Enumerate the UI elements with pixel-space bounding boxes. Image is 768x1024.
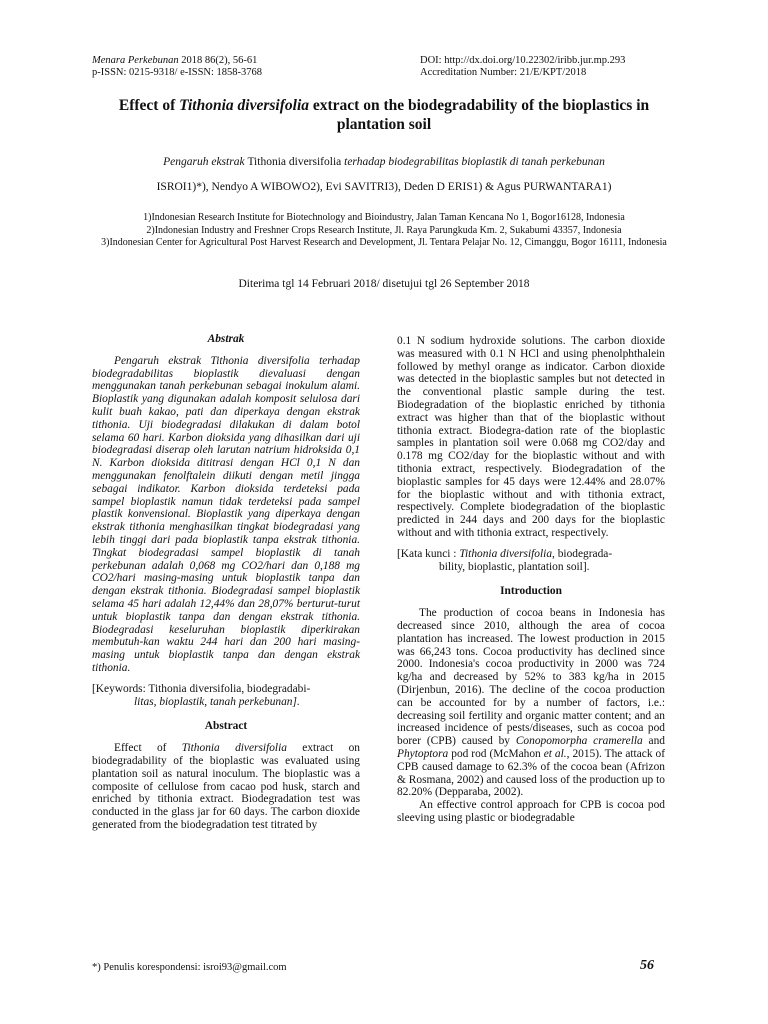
introduction-heading: Introduction [500, 585, 562, 598]
issn: p-ISSN: 0215-9318/ e-ISSN: 1858-3768 [92, 67, 263, 78]
left-column [92, 333, 360, 832]
page-number: 56 [640, 958, 654, 973]
kata-kunci-line1: , biodegrada- [552, 547, 613, 560]
affiliation-2: 2)Indonesian Industry and Freshner Crops Research Institute, Jl. Raya Parungkuda Km. 2, Sukabumi 43357, Indonesia [146, 224, 622, 236]
affiliation-1: 1)Indonesian Research Institute for Biotechnology and Bioindustry, Jalan Taman Kencana No 1, Bogor16128, Indonesia [143, 212, 625, 223]
intro-species-2: Phytoptora [397, 747, 449, 760]
intro-p1c: , 2015). The attack of CPB caused damage to 62.3% of the cocoa bean (Afrizon & Rosmana, 2002) and caused loss of the production up to 82.20% (Depparaba, 2002). [397, 747, 665, 799]
introduction-paragraph-1 [397, 607, 665, 799]
abstract-heading: Abstract [204, 720, 248, 733]
abstract-p1a: Effect of [114, 742, 182, 755]
paper-subtitle [92, 156, 676, 168]
intro-etal: et al. [543, 747, 567, 760]
journal-name: Menara Perkebunan [92, 55, 179, 66]
subtitle-part1: Pengaruh ekstrak [163, 156, 248, 168]
kata-kunci-species: Tithonia diversifolia [459, 547, 553, 560]
keywords-line2: litas, bioplastik, tanah perkebunan]. [134, 695, 300, 708]
received-accepted-dates: Diterima tgl 14 Februari 2018/ disetujui tgl 26 September 2018 [238, 278, 530, 290]
abstract-keywords [397, 548, 665, 574]
intro-species-1: Conopomorpha cramerella [515, 735, 643, 748]
keywords-line1: Tithonia diversifolia, biodegradabi- [148, 682, 311, 695]
author-list: ISROI1)*), Nendyo A WIBOWO2), Evi SAVITRI3), Deden D ERIS1) & Agus PURWANTARA1) [156, 181, 612, 193]
right-column [397, 335, 665, 825]
subtitle-species: Tithonia diversifolia [247, 156, 342, 168]
doi: DOI: http://dx.doi.org/10.22302/iribb.jur.mp.293 [420, 55, 626, 66]
paper-title [92, 96, 676, 134]
journal-citation: 2018 86(2), 56-61 [178, 55, 258, 66]
journal-header-right [420, 55, 625, 79]
intro-p1a: The production of cocoa beans in Indonesia has decreased since 2010, although the area of cocoa plantation has increased. The lowest production in 2015 was 66,243 tons. Cocoa productivity has declined since 2000. Indonesia's cocoa productivity in 2000 was 724 kg/ha and decreased by 52% to 383 kg/ha in 2015 (Dirjenbun, 2016). The decline of the cocoa production can be accounted for by a number of factors, i.e.: decreasing soil fertility and organic matter content; and an increased incidence of pests/diseases, such as cocoa pod borer (CPB) caused by [397, 607, 665, 748]
abstrak-text: Pengaruh ekstrak Tithonia diversifolia terhadap biodegradabilitas bioplastik dievaluasi dengan menggunakan tanah perkebunan sebagai inokulum alami. Bioplastik yang digunakan adalah komposit selulosa dari kulit buah kakao, pati dan diperkaya dengan ekstrak tithonia. Uji biodegradasi dilakukan di dalam botol selama 60 hari. Karbon dioksida yang dihasilkan dari uji biodegradasi diserap oleh larutan natrium hidroksida 0,1 N. Karbon dioksida dititrasi dengan HCl 0,1 N dan menggunakan fenolftalein diikuti dengan metil jingga sebagai indikator. Karbon dioksida terdeteksi pada sampel bioplastik namun tidak terdeteksi pada sampel plastik konvensional. Bioplastik yang diperkaya dengan ekstrak tithonia menghasilkan tingkat biodegradasi yang lebih tinggi dari pada bioplastik tanpa ekstrak tithonia. Tingkat biodegradasi sampel bioplastik di tanah perkebunan adalah 0,068 mg CO2/hari dan 0,188 mg CO2/hari masing-masing untuk bioplastik tanpa dan dengan ekstrak tithonia. Biodegradasi sampel bioplastik selama 45 hari adalah 12,44% dan 28,07% berturut-turut untuk bioplastik tanpa dan dengan ekstrak tithonia. Biodegradasi keseluruhan bioplastik diperkirakan membutuh-kan waktu 244 hari dan 200 hari masing-masing untuk bioplastik tanpa dan dengan ekstrak tithonia. [92, 354, 360, 674]
abstract-p1b: extract on biodegradability of the bioplastic was evaluated using plantation soil as natural inoculum. The bioplastic was a composite of cellulose from cacao pod husk, starch and enriched by tithonia extract. Biodegradation test was conducted in the glass jar for 60 days. The carbon dioxide generated from the biodegradation test titrated by [92, 742, 360, 831]
abstract-text-part2: 0.1 N sodium hydroxide solutions. The carbon dioxide was measured with 0.1 N HCl and using phenolphthalein followed by methyl orange as indicator. Carbon dioxide was detected in the bioplastic samples but not detected in the conventional plastic sample during the test. Biodegradation of the bioplastic enriched by tithonia extract was higher than that of the bioplastic without tithonia extract. Biodegra-dation rate of the bioplastic samples in plantation soil were 0.068 mg CO2/day and 0.178 mg CO2/day for the bioplastic without and with tithonia extract, respectively. Biodegradation of the bioplastic samples for 45 days were 12.44% and 28.07% for the bioplastic without and with tithonia extract, respectively. Complete biodegradation of the bioplastic predicted in 244 days and 200 days for the bioplastic without and with tithonia extract, respectively. [397, 335, 665, 539]
abstract-text-part1 [92, 742, 360, 832]
keywords-label: [Keywords: [92, 682, 149, 695]
abstrak-keywords [92, 683, 360, 709]
intro-p1b: pod rod (McMahon [448, 747, 544, 760]
subtitle-part2: terhadap biodegrabilitas bioplastik di tanah perkebunan [341, 156, 605, 168]
kata-kunci-line2: bility, bioplastic, plantation soil]. [439, 560, 590, 573]
title-species: Tithonia diversifolia [179, 97, 309, 114]
introduction-paragraph-2: An effective control approach for CPB is cocoa pod sleeving using plastic or biodegradable [397, 799, 665, 824]
title-part1: Effect of [118, 97, 180, 114]
corresponding-author-footnote: *) Penulis korespondensi: isroi93@gmail.com [92, 962, 287, 973]
intro-and: and [642, 735, 666, 748]
abstract-species: Tithonia diversifolia [181, 742, 287, 755]
journal-header-left [92, 55, 262, 79]
abstrak-heading: Abstrak [207, 333, 245, 345]
affiliations [92, 212, 676, 250]
accreditation: Accreditation Number: 21/E/KPT/2018 [420, 67, 587, 78]
affiliation-3: 3)Indonesian Center for Agricultural Post Harvest Research and Development, Jl. Tentara Pelajar No. 12, Cimanggu, Bogor 16111, Indonesia [101, 237, 667, 248]
title-part2: extract on the biodegradability of the bioplastics in plantation soil [309, 97, 650, 133]
kata-kunci-label: [Kata kunci : [397, 547, 460, 560]
